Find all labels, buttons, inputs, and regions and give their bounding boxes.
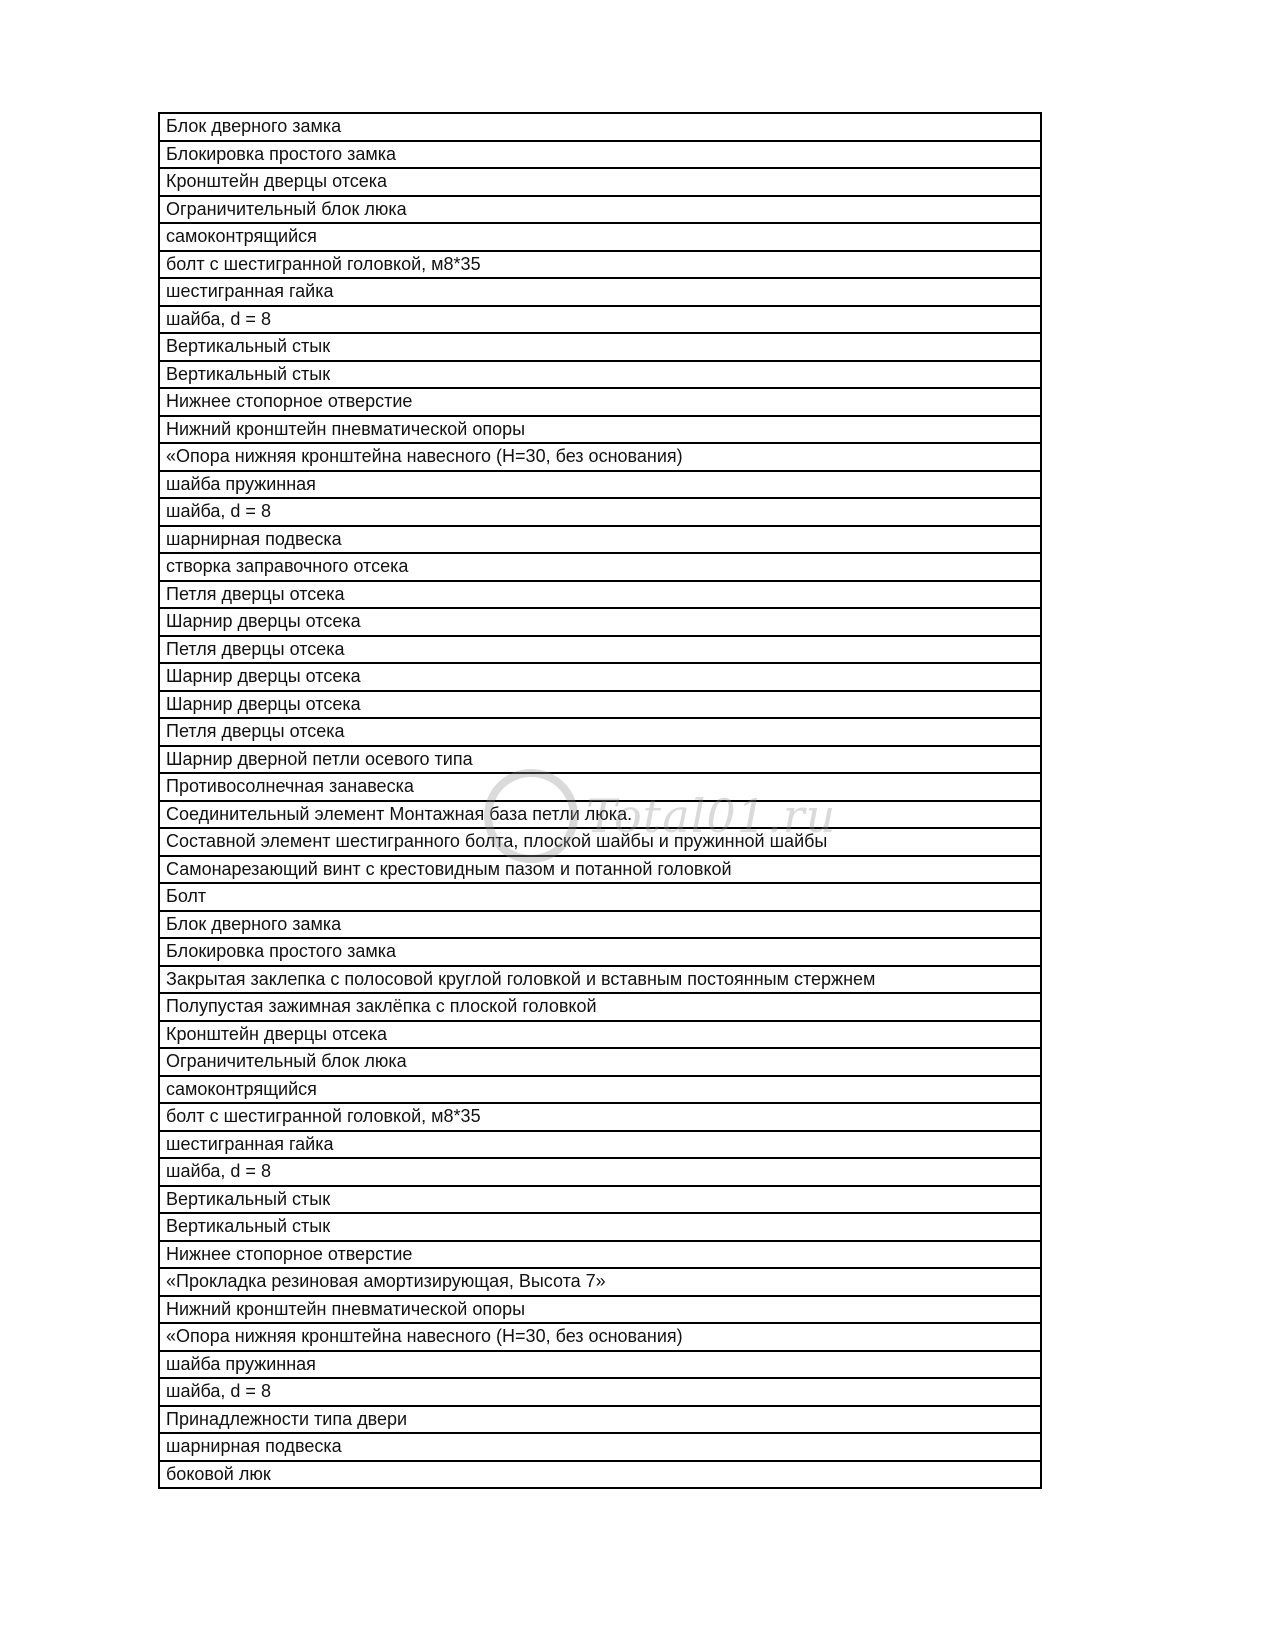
table-row: [159, 1103, 1041, 1131]
table-row: [159, 1351, 1041, 1379]
part-name-cell: Вертикальный стык: [159, 333, 1041, 361]
table-row: [159, 1461, 1041, 1489]
part-name-cell: Шарнир дверцы отсека: [159, 663, 1041, 691]
table-row: [159, 526, 1041, 554]
part-name-cell: шайба пружинная: [159, 1351, 1041, 1379]
table-row: [159, 416, 1041, 444]
table-row: [159, 471, 1041, 499]
table-row: [159, 911, 1041, 939]
part-name-cell: Вертикальный стык: [159, 1186, 1041, 1214]
table-row: [159, 498, 1041, 526]
part-name-cell: шарнирная подвеска: [159, 1433, 1041, 1461]
part-name-cell: Полупустая зажимная заклёпка с плоской головкой: [159, 993, 1041, 1021]
part-name-cell: Блокировка простого замка: [159, 938, 1041, 966]
part-name-cell: самоконтрящийся: [159, 1076, 1041, 1104]
table-row: [159, 966, 1041, 994]
table-row: [159, 1213, 1041, 1241]
table-row: [159, 1433, 1041, 1461]
table-row: [159, 938, 1041, 966]
part-name-cell: шестигранная гайка: [159, 1131, 1041, 1159]
part-name-cell: Вертикальный стык: [159, 1213, 1041, 1241]
table-row: [159, 223, 1041, 251]
part-name-cell: Самонарезающий винт с крестовидным пазом и потанной головкой: [159, 856, 1041, 884]
part-name-cell: Закрытая заклепка с полосовой круглой головкой и вставным постоянным стержнем: [159, 966, 1041, 994]
table-row: [159, 196, 1041, 224]
part-name-cell: Вертикальный стык: [159, 361, 1041, 389]
table-row: [159, 1296, 1041, 1324]
table-row: [159, 1378, 1041, 1406]
table-row: [159, 883, 1041, 911]
table-row: [159, 278, 1041, 306]
part-name-cell: Противосолнечная занавеска: [159, 773, 1041, 801]
part-name-cell: Шарнир дверцы отсека: [159, 608, 1041, 636]
table-row: [159, 168, 1041, 196]
part-name-cell: боковой люк: [159, 1461, 1041, 1489]
part-name-cell: Петля дверцы отсека: [159, 581, 1041, 609]
part-name-cell: шайба, d = 8: [159, 1158, 1041, 1186]
table-row: [159, 718, 1041, 746]
part-name-cell: Соединительный элемент Монтажная база петли люка.: [159, 801, 1041, 829]
part-name-cell: Нижнее стопорное отверстие: [159, 1241, 1041, 1269]
table-row: [159, 388, 1041, 416]
part-name-cell: Кронштейн дверцы отсека: [159, 168, 1041, 196]
part-name-cell: «Опора нижняя кронштейна навесного (Н=30, без основания): [159, 1323, 1041, 1351]
part-name-cell: Блокировка простого замка: [159, 141, 1041, 169]
part-name-cell: Блок дверного замка: [159, 113, 1041, 141]
table-row: [159, 1323, 1041, 1351]
watermark-text: Total01.ru: [586, 789, 837, 843]
table-row: [159, 608, 1041, 636]
table-row: [159, 1131, 1041, 1159]
part-name-cell: створка заправочного отсека: [159, 553, 1041, 581]
part-name-cell: Нижний кронштейн пневматической опоры: [159, 1296, 1041, 1324]
part-name-cell: шестигранная гайка: [159, 278, 1041, 306]
table-row: [159, 251, 1041, 279]
part-name-cell: Нижний кронштейн пневматической опоры: [159, 416, 1041, 444]
table-row: [159, 361, 1041, 389]
part-name-cell: болт с шестигранной головкой, м8*35: [159, 1103, 1041, 1131]
table-row: [159, 1158, 1041, 1186]
table-row: [159, 663, 1041, 691]
table-row: [159, 443, 1041, 471]
table-row: [159, 993, 1041, 1021]
part-name-cell: шарнирная подвеска: [159, 526, 1041, 554]
part-name-cell: Нижнее стопорное отверстие: [159, 388, 1041, 416]
table-row: [159, 1268, 1041, 1296]
table-row: [159, 636, 1041, 664]
parts-table-body: [159, 113, 1041, 1488]
table-row: [159, 581, 1041, 609]
part-name-cell: Ограничительный блок люка: [159, 1048, 1041, 1076]
table-row: [159, 746, 1041, 774]
part-name-cell: Кронштейн дверцы отсека: [159, 1021, 1041, 1049]
table-row: [159, 333, 1041, 361]
table-row: [159, 553, 1041, 581]
table-row: [159, 306, 1041, 334]
table-row: [159, 113, 1041, 141]
part-name-cell: самоконтрящийся: [159, 223, 1041, 251]
table-row: [159, 801, 1041, 829]
part-name-cell: Ограничительный блок люка: [159, 196, 1041, 224]
part-name-cell: «Опора нижняя кронштейна навесного (Н=30, без основания): [159, 443, 1041, 471]
table-row: [159, 1241, 1041, 1269]
parts-table: [158, 112, 1042, 1489]
table-row: [159, 141, 1041, 169]
part-name-cell: Петля дверцы отсека: [159, 718, 1041, 746]
part-name-cell: Шарнир дверцы отсека: [159, 691, 1041, 719]
part-name-cell: Составной элемент шестигранного болта, плоской шайбы и пружинной шайбы: [159, 828, 1041, 856]
table-row: [159, 773, 1041, 801]
part-name-cell: болт с шестигранной головкой, м8*35: [159, 251, 1041, 279]
table-row: [159, 1076, 1041, 1104]
table-row: [159, 1406, 1041, 1434]
table-row: [159, 1048, 1041, 1076]
table-row: [159, 1186, 1041, 1214]
part-name-cell: Принадлежности типа двери: [159, 1406, 1041, 1434]
part-name-cell: шайба, d = 8: [159, 306, 1041, 334]
part-name-cell: шайба, d = 8: [159, 498, 1041, 526]
part-name-cell: шайба, d = 8: [159, 1378, 1041, 1406]
table-row: [159, 1021, 1041, 1049]
part-name-cell: Петля дверцы отсека: [159, 636, 1041, 664]
part-name-cell: Шарнир дверной петли осевого типа: [159, 746, 1041, 774]
part-name-cell: «Прокладка резиновая амортизирующая, Высота 7»: [159, 1268, 1041, 1296]
table-row: [159, 856, 1041, 884]
table-row: [159, 691, 1041, 719]
part-name-cell: шайба пружинная: [159, 471, 1041, 499]
part-name-cell: Болт: [159, 883, 1041, 911]
table-row: [159, 828, 1041, 856]
part-name-cell: Блок дверного замка: [159, 911, 1041, 939]
